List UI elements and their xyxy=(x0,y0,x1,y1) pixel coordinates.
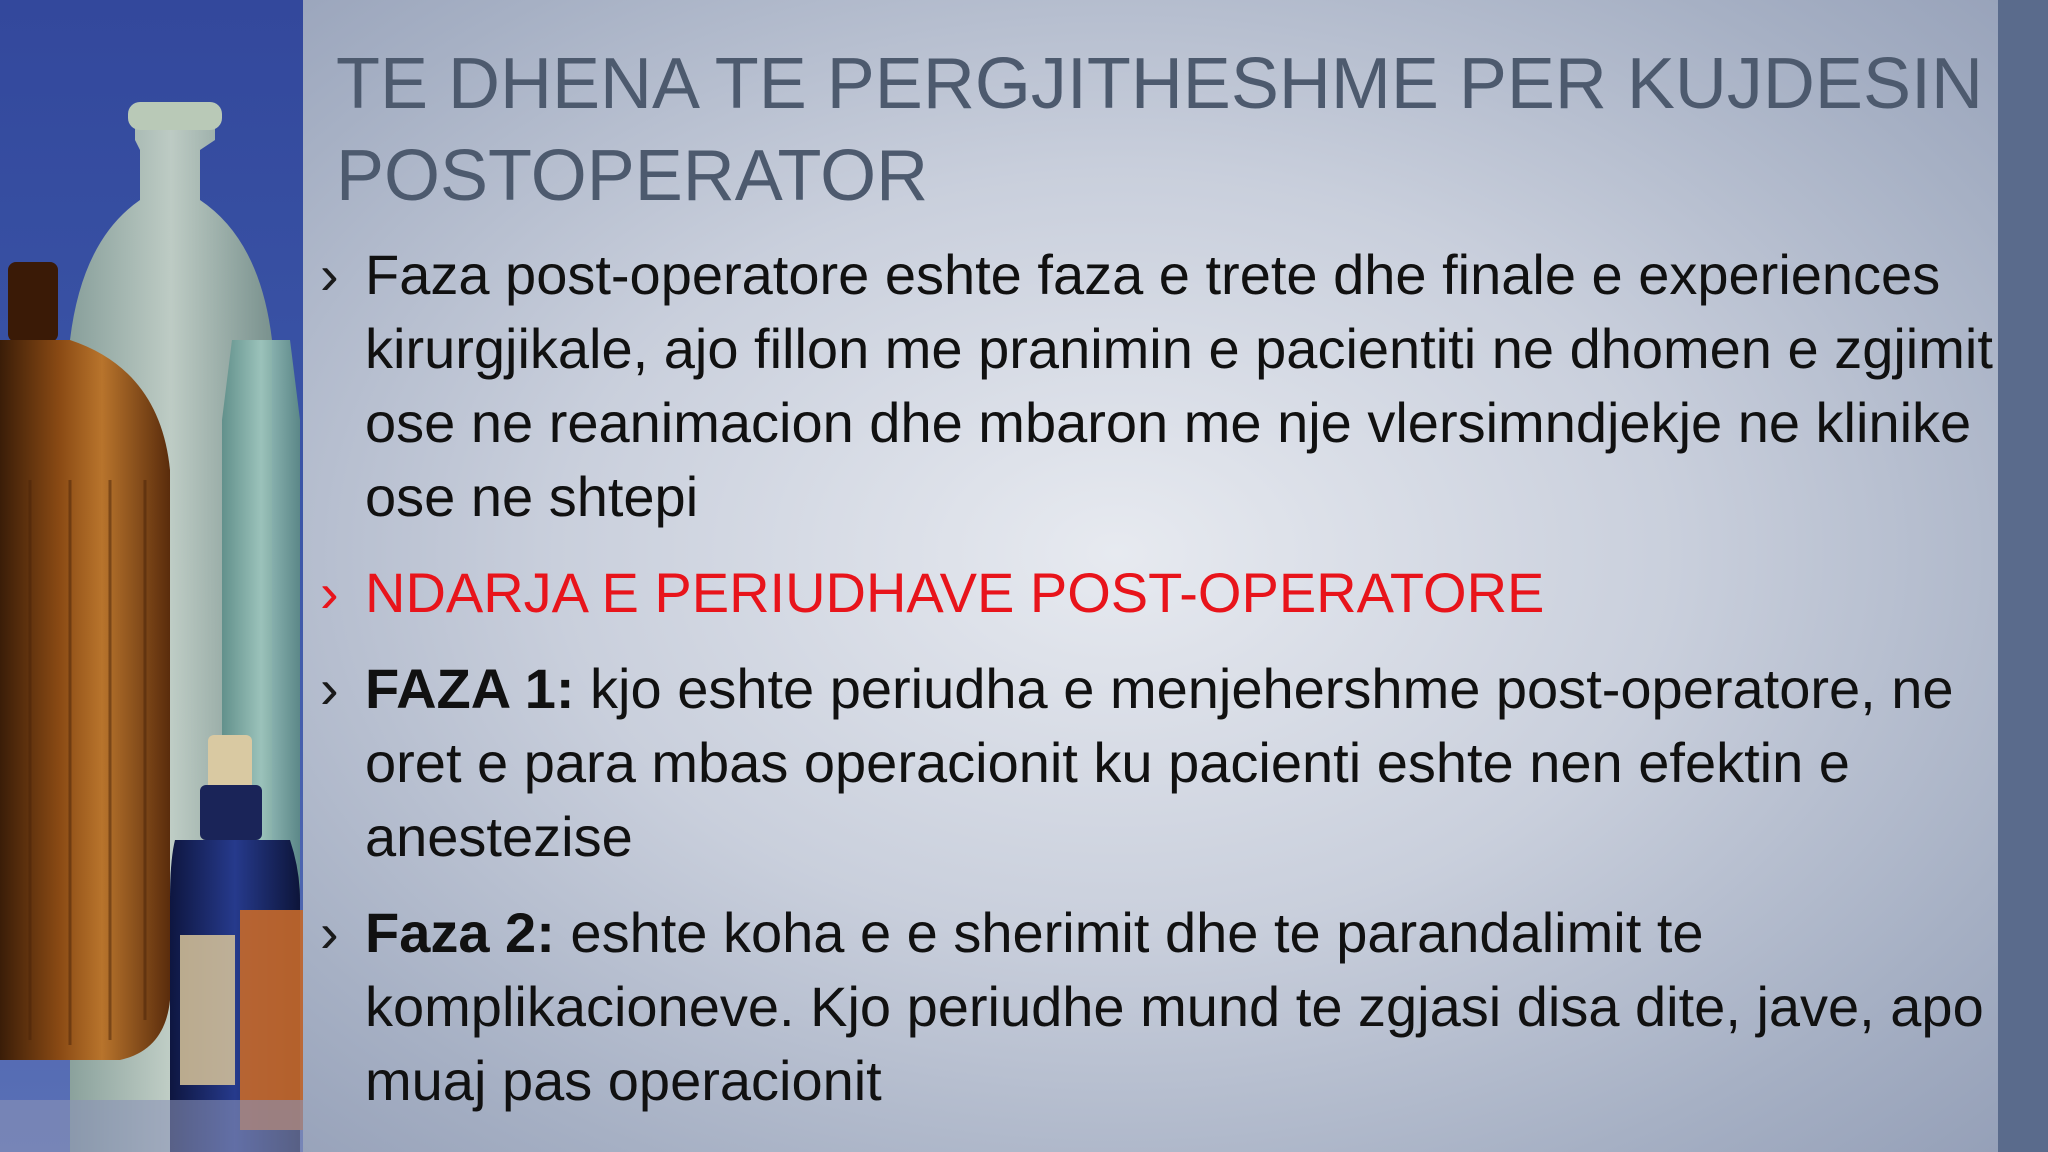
bullet-text: kjo eshte periudha e menjehershme post-operatore, ne oret e para mbas operacionit ku pacienti eshte nen efektin e anestezise xyxy=(365,657,1954,868)
slide-title: TE DHENA TE PERGJITHESHME PER KUJDESIN POSTOPERATOR xyxy=(336,44,1983,216)
bullet-lead: Faza 2: xyxy=(365,901,555,964)
bullet-item-heading xyxy=(320,556,2000,630)
bullet-lead: FAZA 1: xyxy=(365,657,575,720)
bullet-item xyxy=(320,652,2000,874)
bullet-text: eshte koha e e sherimit dhe te parandalimit te komplikacioneve. Kjo periudhe mund te zgjasi disa dite, jave, apo muaj pas operacionit xyxy=(365,901,1984,1112)
bullet-marker: › xyxy=(320,561,339,624)
bullet-item xyxy=(320,238,2000,534)
bullet-marker: › xyxy=(320,657,339,720)
bullet-marker: › xyxy=(320,243,339,306)
bullet-item xyxy=(320,896,2000,1118)
bullet-text: NDARJA E PERIUDHAVE POST-OPERATORE xyxy=(365,561,1545,624)
bullet-text: Faza post-operatore eshte faza e trete dhe finale e experiences kirurgjikale, ajo fillon me pranimin e pacientiti ne dhomen e zgjimit ose ne reanimacion dhe mbaron me nje vlersimndjekje ne klinike ose ne shtepi xyxy=(365,243,1993,528)
right-edge-strip xyxy=(1998,0,2048,1152)
medicine-bottles-photo xyxy=(0,0,303,1152)
bullet-marker: › xyxy=(320,901,339,964)
bullet-list xyxy=(320,238,2000,1140)
